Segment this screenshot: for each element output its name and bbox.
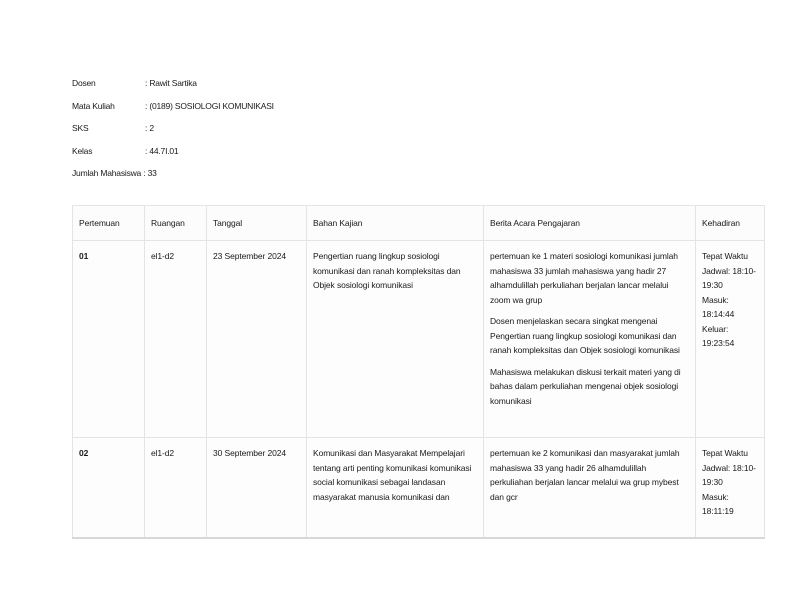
- cell-pertemuan: 01: [73, 241, 145, 438]
- cell-tanggal: 30 September 2024: [207, 438, 307, 539]
- table-row: [73, 438, 765, 539]
- cell-ruangan: el1-d2: [145, 438, 207, 539]
- info-label: Jumlah Mahasiswa : 33: [72, 168, 157, 179]
- info-value: : 44.7I.01: [145, 145, 179, 156]
- cell-berita-acara: [484, 241, 696, 438]
- info-row-kelas: [72, 140, 274, 163]
- berita-paragraph: Mahasiswa melakukan diskusi terkait materi yang di bahas dalam perkuliahan mengenai objek sosiologi komunikasi: [490, 366, 681, 406]
- column-header-bahan-kajian: Bahan Kajian: [307, 206, 484, 241]
- table-header-row: [73, 206, 765, 241]
- column-header-pertemuan: Pertemuan: [73, 206, 145, 241]
- info-row-sks: [72, 117, 274, 140]
- table-row: [73, 241, 765, 438]
- cell-berita-acara: [484, 438, 696, 539]
- info-row-mata-kuliah: [72, 95, 274, 118]
- cell-bahan-kajian: Pengertian ruang lingkup sosiologi komunikasi dan ranah kompleksitas dan Objek sosiologi komunikasi: [307, 241, 484, 438]
- info-value: : (0189) SOSIOLOGI KOMUNIKASI: [145, 100, 274, 111]
- cell-pertemuan: 02: [73, 438, 145, 539]
- kehadiran-jadwal: Jadwal: 18:10-19:30: [702, 265, 756, 290]
- info-label: Kelas: [72, 145, 93, 156]
- info-row-jumlah-mahasiswa: [72, 162, 274, 185]
- info-label: Dosen: [72, 78, 96, 89]
- info-row-dosen: [72, 72, 274, 95]
- column-header-ruangan: Ruangan: [145, 206, 207, 241]
- kehadiran-status: Tepat Waktu: [702, 251, 748, 261]
- berita-paragraph: pertemuan ke 1 materi sosiologi komunikasi jumlah mahasiswa 33 jumlah mahasiswa yang hadir 27 alhamdulillah perkuliahan berjalan lancar melalui zoom wa grup: [490, 251, 678, 305]
- info-value: : 2: [145, 123, 154, 134]
- kehadiran-jadwal: Jadwal: 18:10-19:30: [702, 462, 756, 487]
- kehadiran-masuk: Masuk: 18:11:19: [702, 491, 734, 516]
- cell-kehadiran: [696, 241, 765, 438]
- course-info: [72, 72, 274, 185]
- cell-ruangan: el1-d2: [145, 241, 207, 438]
- berita-paragraph: pertemuan ke 2 komunikasi dan masyarakat jumlah mahasiswa 33 yang hadir 26 alhamdulillah perkuliahan berjalan lancar melalui wa grup mybest dan gcr: [490, 448, 680, 502]
- kehadiran-masuk: Masuk: 18:14:44: [702, 294, 735, 319]
- column-header-kehadiran: Kehadiran: [696, 206, 765, 241]
- kehadiran-status: Tepat Waktu: [702, 448, 748, 458]
- teaching-record-table: [72, 205, 765, 539]
- berita-paragraph: Dosen menjelaskan secara singkat mengenai Pengertian ruang lingkup sosiologi komunikasi dan ranah kompleksitas dan Objek sosiologi komunikasi: [490, 316, 680, 355]
- column-header-tanggal: Tanggal: [207, 206, 307, 241]
- kehadiran-keluar: Keluar: 19:23:54: [702, 323, 735, 348]
- cell-kehadiran: [696, 438, 765, 539]
- info-label: Mata Kuliah: [72, 100, 115, 111]
- cell-bahan-kajian: Komunikasi dan Masyarakat Mempelajari tentang arti penting komunikasi komunikasi social komunikasi sebagai landasan masyarakat manusia komunikasi dan: [307, 438, 484, 539]
- info-value: : Rawit Sartika: [145, 78, 197, 89]
- column-header-berita-acara: Berita Acara Pengajaran: [484, 206, 696, 241]
- info-label: SKS: [72, 123, 89, 134]
- cell-tanggal: 23 September 2024: [207, 241, 307, 438]
